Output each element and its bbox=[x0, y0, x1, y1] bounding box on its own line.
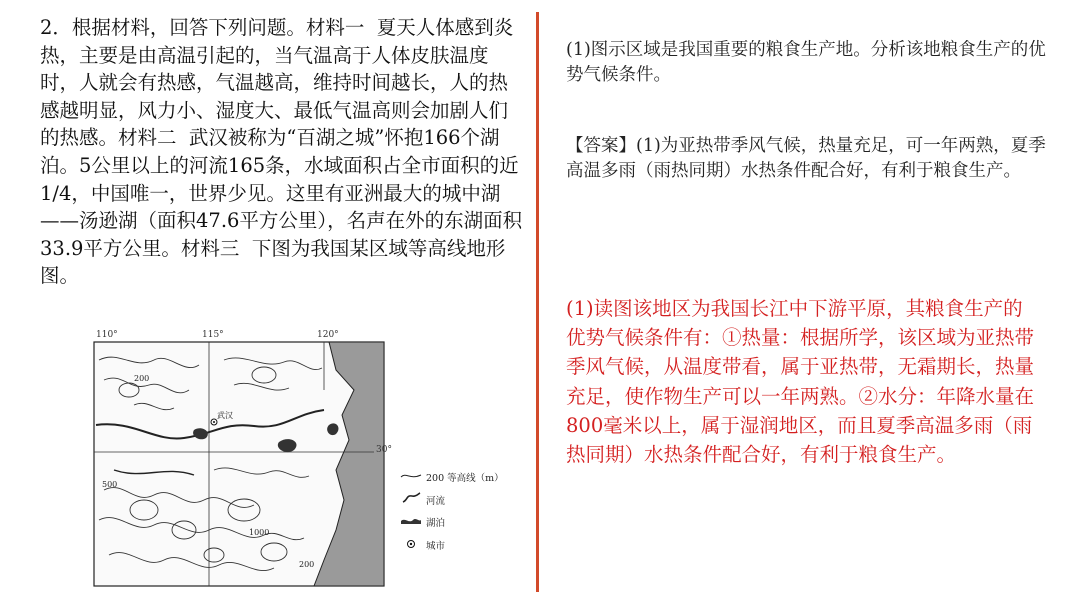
legend-label: 河流 bbox=[426, 495, 446, 507]
lake-icon bbox=[400, 513, 422, 536]
vertical-divider bbox=[536, 12, 539, 592]
lon-label-115: 115° bbox=[202, 330, 224, 340]
contour-map bbox=[74, 330, 390, 588]
contour-label: 500 bbox=[102, 480, 118, 489]
legend-label: 湖泊 bbox=[426, 518, 446, 529]
contour-map-drawing bbox=[74, 330, 390, 588]
contour-label: 1000 bbox=[249, 528, 270, 537]
question-text: (1)图示区域是我国重要的粮食生产地。分析该地粮食生产的优势气候条件。 bbox=[566, 40, 1046, 85]
analysis-text: (1)读图该地区为我国长江中下游平原，其粮食生产的优势气候条件有：①热量：根据所学，该区域为亚热带季风气候，从温度带看，属于亚热带，无霜期长，热量充足，使作物生产可以一年两熟。②水分：年降水量在800毫米以上，属于湿润地区，而且夏季高温多雨（雨热同期）水热条件配合好，有利于粮食生产。 bbox=[566, 297, 1035, 467]
legend-item bbox=[400, 536, 504, 559]
lon-label-120: 120° bbox=[317, 330, 339, 340]
city-icon bbox=[400, 536, 422, 559]
lat-label-30: 30° bbox=[376, 445, 392, 455]
legend-item bbox=[400, 468, 504, 491]
legend-label: 200 等高线（m） bbox=[426, 473, 504, 484]
contour-label: 200 bbox=[134, 374, 150, 383]
legend-item bbox=[400, 491, 504, 514]
legend-label: 城市 bbox=[426, 540, 446, 552]
river-icon bbox=[400, 491, 422, 514]
answer-text: 【答案】(1)为亚热带季风气候，热量充足，可一年两熟，夏季高温多雨（雨热同期）水热条件配合好，有利于粮食生产。 bbox=[566, 136, 1046, 181]
contour-label: 200 bbox=[299, 560, 315, 569]
city-label: 武汉 bbox=[217, 411, 233, 420]
lon-label-110: 110° bbox=[96, 330, 118, 340]
map-legend bbox=[400, 468, 504, 558]
contour-icon bbox=[400, 468, 422, 491]
material-text: 2．根据材料，回答下列问题。材料一 夏天人体感到炎热，主要是由高温引起的，当气温高于人体皮肤温度时，人就会有热感，气温越高，维持时间越长，人的热感越明显，风力小、湿度大、最低气温高则会加剧人们的热感。材料二 武汉被称为“百湖之城”怀抱166个湖泊。5公里以上的河流165条，水域面积占全市面积的近1/4，中国唯一，世界少见。这里有亚洲最大的城中湖——汤逊湖（面积47.6平方公里），名声在外的东湖面积33.9平方公里。材料三 下图为我国某区域等高线地形图。 bbox=[40, 16, 523, 288]
legend-item bbox=[400, 513, 504, 536]
